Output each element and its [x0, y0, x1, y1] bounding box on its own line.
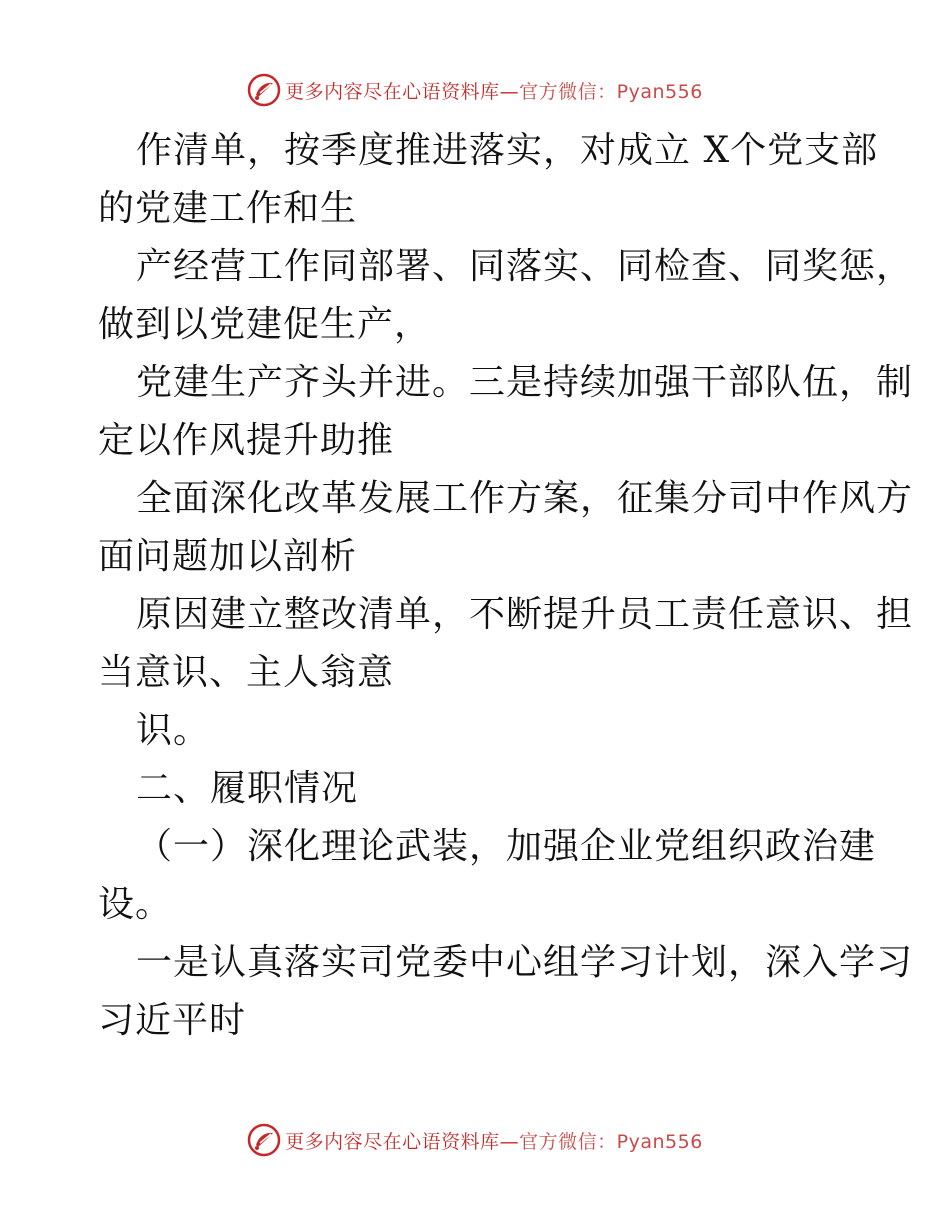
banner-text: 更多内容尽在心语资料库—官方微信：Pyan556 — [285, 80, 703, 103]
subsection-heading: （一）深化理论武装，加强企业党组织政治建 — [136, 826, 877, 867]
text-line: 产经营工作同部署、同落实、同检查、同奖惩， — [136, 246, 914, 287]
logo-icon — [247, 73, 281, 107]
text-line: 一是认真落实司党委中心组学习计划，深入学习 — [136, 942, 914, 983]
document-body — [98, 122, 914, 1050]
header-banner — [0, 70, 950, 110]
banner-text: 更多内容尽在心语资料库—官方微信：Pyan556 — [285, 1130, 703, 1153]
text-line: 设。 — [98, 884, 173, 925]
text-line: 的党建工作和生 — [98, 188, 358, 229]
text-line: 识。 — [136, 710, 211, 751]
text-line: 习近平时 — [98, 1000, 247, 1041]
text-line: 党建生产齐头并进。三是持续加强干部队伍，制 — [136, 362, 914, 403]
text-line: 面问题加以剖析 — [98, 536, 358, 577]
logo-icon — [247, 1123, 281, 1157]
text-line: 做到以党建促生产， — [98, 304, 432, 345]
text-line: 定以作风提升助推 — [98, 420, 395, 461]
text-line: 作清单，按季度推进落实，对成立 X个党支部 — [136, 130, 879, 171]
text-line: 当意识、主人翁意 — [98, 652, 395, 693]
text-line: 全面深化改革发展工作方案，征集分司中作风方 — [136, 478, 914, 519]
section-heading: 二、履职情况 — [136, 768, 359, 809]
text-line: 原因建立整改清单，不断提升员工责任意识、担 — [136, 594, 914, 635]
footer-banner — [0, 1120, 950, 1160]
